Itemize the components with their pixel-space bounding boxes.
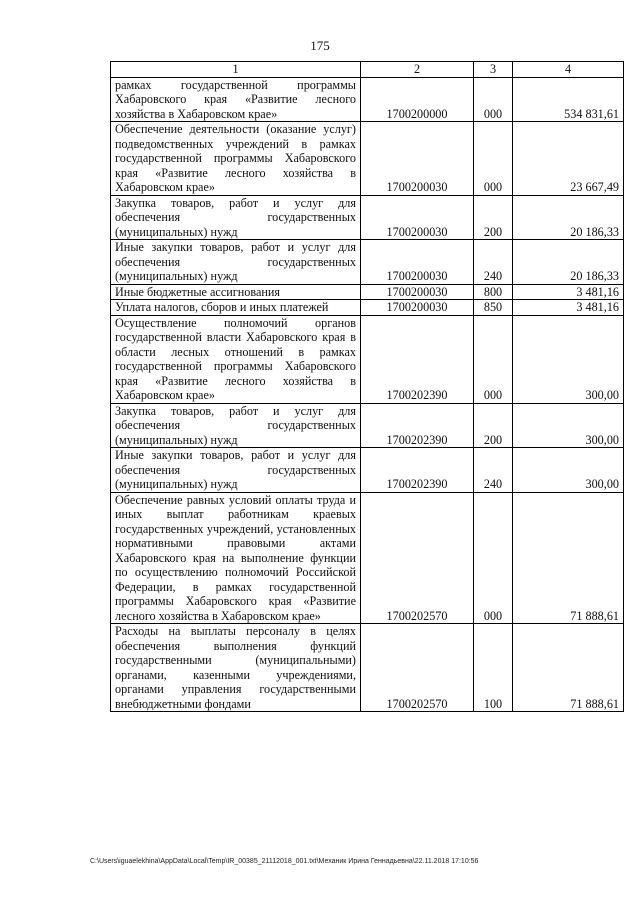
row-target-code: 1700202390 bbox=[361, 403, 474, 448]
column-header-4: 4 bbox=[513, 62, 624, 78]
table-row bbox=[111, 77, 624, 122]
row-target-code: 1700202390 bbox=[361, 448, 474, 493]
row-description: Осуществление полномочий органов государственной власти Хабаровского края в области лесных отношений в рамках государственной программы Хабаровского края «Развитие лесного хозяйства в Хабаровском крае» bbox=[111, 315, 361, 403]
row-target-code: 1700202570 bbox=[361, 624, 474, 712]
row-expense-type: 850 bbox=[474, 300, 513, 316]
row-amount: 71 888,61 bbox=[513, 624, 624, 712]
row-target-code: 1700202390 bbox=[361, 315, 474, 403]
table-row bbox=[111, 195, 624, 240]
table-row bbox=[111, 448, 624, 493]
row-amount: 300,00 bbox=[513, 448, 624, 493]
row-expense-type: 200 bbox=[474, 195, 513, 240]
column-header-3: 3 bbox=[474, 62, 513, 78]
budget-table bbox=[110, 61, 624, 712]
row-description: Иные бюджетные ассигнования bbox=[111, 284, 361, 300]
table-row bbox=[111, 315, 624, 403]
row-expense-type: 240 bbox=[474, 448, 513, 493]
table-row bbox=[111, 240, 624, 285]
page-number: 175 bbox=[310, 38, 330, 53]
row-description: Закупка товаров, работ и услуг для обеспечения государственных (муниципальных) нужд bbox=[111, 403, 361, 448]
row-amount: 20 186,33 bbox=[513, 195, 624, 240]
table-row bbox=[111, 284, 624, 300]
table-row bbox=[111, 300, 624, 316]
row-target-code: 1700200030 bbox=[361, 300, 474, 316]
row-amount: 71 888,61 bbox=[513, 492, 624, 624]
table-row bbox=[111, 403, 624, 448]
row-description: Обеспечение равных условий оплаты труда и иных выплат работникам краевых государственных учреждений, установленных нормативными правовыми актами Хабаровского края на выполнение функции по осуществлению полномочий Российской Федерации, в рамках государственной программы Хабаровского края «Развитие лесного хозяйства в Хабаровском крае» bbox=[111, 492, 361, 624]
row-expense-type: 000 bbox=[474, 77, 513, 122]
table-row bbox=[111, 122, 624, 196]
file-path-footer: C:\Users\iguaelekhina\AppData\Local\Temp\IR_00385_21112018_001.txt\Механик Ирина Геннадьевна\22.11.2018 17:10:56 bbox=[90, 858, 479, 865]
row-expense-type: 100 bbox=[474, 624, 513, 712]
row-description: рамках государственной программы Хабаровского края «Развитие лесного хозяйства в Хабаровском крае» bbox=[111, 77, 361, 122]
row-description: Закупка товаров, работ и услуг для обеспечения государственных (муниципальных) нужд bbox=[111, 195, 361, 240]
row-amount: 3 481,16 bbox=[513, 284, 624, 300]
row-amount: 300,00 bbox=[513, 403, 624, 448]
row-expense-type: 200 bbox=[474, 403, 513, 448]
row-amount: 300,00 bbox=[513, 315, 624, 403]
row-expense-type: 000 bbox=[474, 315, 513, 403]
row-target-code: 1700202570 bbox=[361, 492, 474, 624]
row-target-code: 1700200030 bbox=[361, 240, 474, 285]
row-amount: 534 831,61 bbox=[513, 77, 624, 122]
row-description: Иные закупки товаров, работ и услуг для обеспечения государственных (муниципальных) нужд bbox=[111, 448, 361, 493]
table-row bbox=[111, 624, 624, 712]
row-expense-type: 240 bbox=[474, 240, 513, 285]
row-target-code: 1700200030 bbox=[361, 284, 474, 300]
row-target-code: 1700200000 bbox=[361, 77, 474, 122]
row-expense-type: 000 bbox=[474, 492, 513, 624]
row-amount: 20 186,33 bbox=[513, 240, 624, 285]
table-header-row bbox=[111, 62, 624, 78]
row-amount: 3 481,16 bbox=[513, 300, 624, 316]
row-description: Обеспечение деятельности (оказание услуг) подведомственных учреждений в рамках государственной программы Хабаровского края «Развитие лесного хозяйства в Хабаровском крае» bbox=[111, 122, 361, 196]
column-header-1: 1 bbox=[111, 62, 361, 78]
row-amount: 23 667,49 bbox=[513, 122, 624, 196]
row-description: Иные закупки товаров, работ и услуг для обеспечения государственных (муниципальных) нужд bbox=[111, 240, 361, 285]
row-target-code: 1700200030 bbox=[361, 122, 474, 196]
row-target-code: 1700200030 bbox=[361, 195, 474, 240]
row-description: Расходы на выплаты персоналу в целях обеспечения выполнения функций государственными (муниципальными) органами, казенными учреждениями, органами управления государственными внебюджетными фондами bbox=[111, 624, 361, 712]
row-expense-type: 800 bbox=[474, 284, 513, 300]
row-expense-type: 000 bbox=[474, 122, 513, 196]
table-row bbox=[111, 492, 624, 624]
column-header-2: 2 bbox=[361, 62, 474, 78]
row-description: Уплата налогов, сборов и иных платежей bbox=[111, 300, 361, 316]
